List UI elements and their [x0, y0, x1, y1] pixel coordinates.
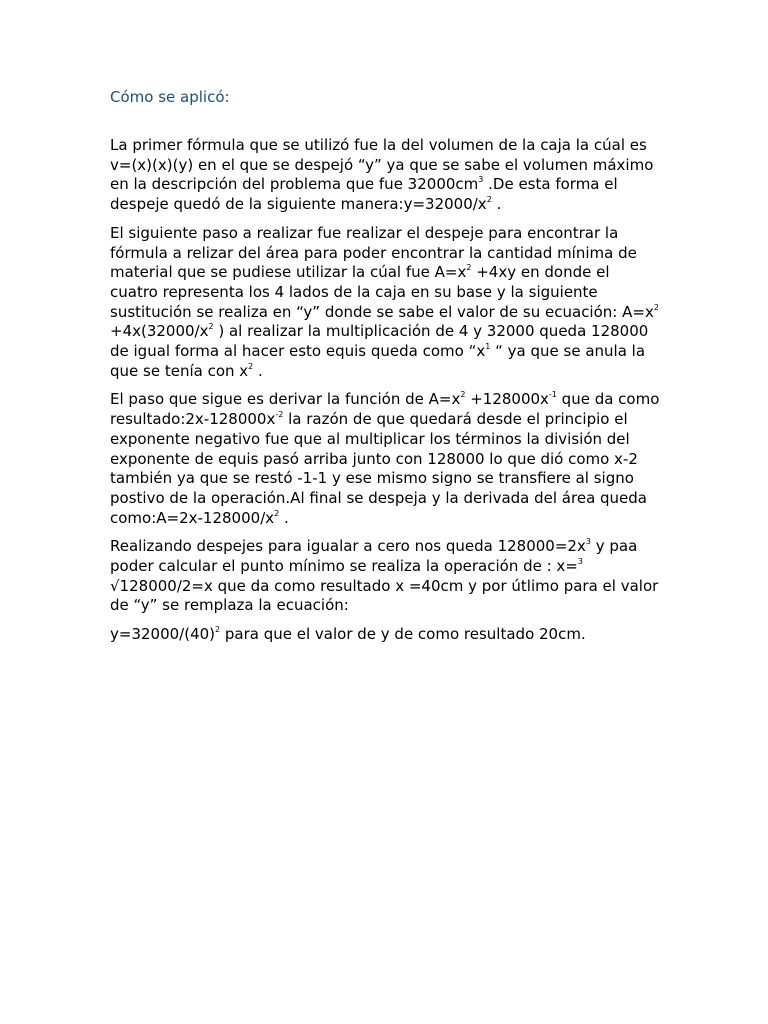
text-run: que da como resultado:2x-128000x	[110, 390, 660, 429]
text-run: +4xy en donde el cuatro representa los 4 lados de la caja en su base y la siguiente sustitución se realiza en “y” donde se sabe el valor de su ecuación: A=x	[110, 263, 654, 321]
superscript: 2	[215, 625, 221, 635]
superscript: -1	[548, 390, 557, 400]
superscript: 2	[486, 195, 492, 205]
text-run: La primer fórmula que se utilizó fue la del volumen de la caja la cúal es v=(x)(x)(y) en el que se despejó “y” ya que se sabe el volumen máximo en la descripción del problema que fue 32000cm	[110, 136, 654, 194]
superscript: 2	[248, 361, 254, 371]
superscript: 3	[577, 557, 583, 567]
text-run: El siguiente paso a realizar fue realizar el despeje para encontrar la fórmula a relizar del área para poder encontrar la cantidad mínima de material que se pudiese utilizar la cúal fue A=x	[110, 223, 637, 282]
text-run: +4x(32000/x	[110, 322, 209, 341]
text-run: .	[491, 195, 502, 214]
superscript: 2	[274, 508, 280, 518]
section-heading: Cómo se aplicó:	[110, 88, 230, 106]
text-run: ) al realizar la multiplicación de 4 y 32000 queda 128000 de igual forma al hacer esto equis queda como “x	[110, 322, 649, 361]
superscript: 3	[585, 537, 591, 547]
superscript: 2	[466, 263, 472, 273]
paragraph	[110, 390, 662, 528]
paragraph	[110, 537, 662, 616]
superscript: 2	[208, 322, 214, 332]
superscript: 2	[653, 302, 659, 312]
text-run: Realizando despejes para igualar a cero nos queda 128000=2x	[110, 537, 586, 556]
text-run: y paa poder calcular el punto mínimo se realiza la operación de : x=	[110, 537, 638, 576]
paragraph	[110, 224, 662, 382]
text-run: √128000/2=x que da como resultado x =40cm y por útlimo para el valor de “y” se remplaza la ecuación:	[110, 576, 659, 615]
document-body	[110, 136, 662, 645]
text-run: para que el valor de y de como resultado 20cm.	[220, 625, 586, 644]
paragraph	[110, 625, 662, 645]
text-run: .De esta forma el despeje quedó de la siguiente manera:y=32000/x	[110, 175, 618, 214]
text-run: .	[279, 508, 289, 527]
superscript: 3	[478, 175, 484, 185]
text-run: .	[253, 361, 263, 380]
paragraph	[110, 136, 662, 215]
superscript: 2	[460, 390, 466, 400]
text-run: +128000x	[465, 390, 549, 409]
text-run: y=32000/(40)	[110, 625, 216, 644]
text-run: El paso que sigue es derivar la función de A=x	[110, 390, 461, 409]
text-run: “ ya que se anula la que se tenía con x	[110, 342, 646, 380]
superscript: 1	[485, 342, 491, 352]
document-page	[110, 86, 662, 654]
superscript: -2	[275, 410, 284, 420]
text-run: la razón de que quedará desde el principio el exponente negativo fue que al multiplicar los términos la división del exponente de equis pasó arriba junto con 128000 lo que dió como x-2 también ya que se restó -1-1 y ese mismo signo se transfiere al signo postivo de la operación.Al final se despeja y la derivada del área queda como:A=2x-128000/x	[110, 410, 647, 527]
